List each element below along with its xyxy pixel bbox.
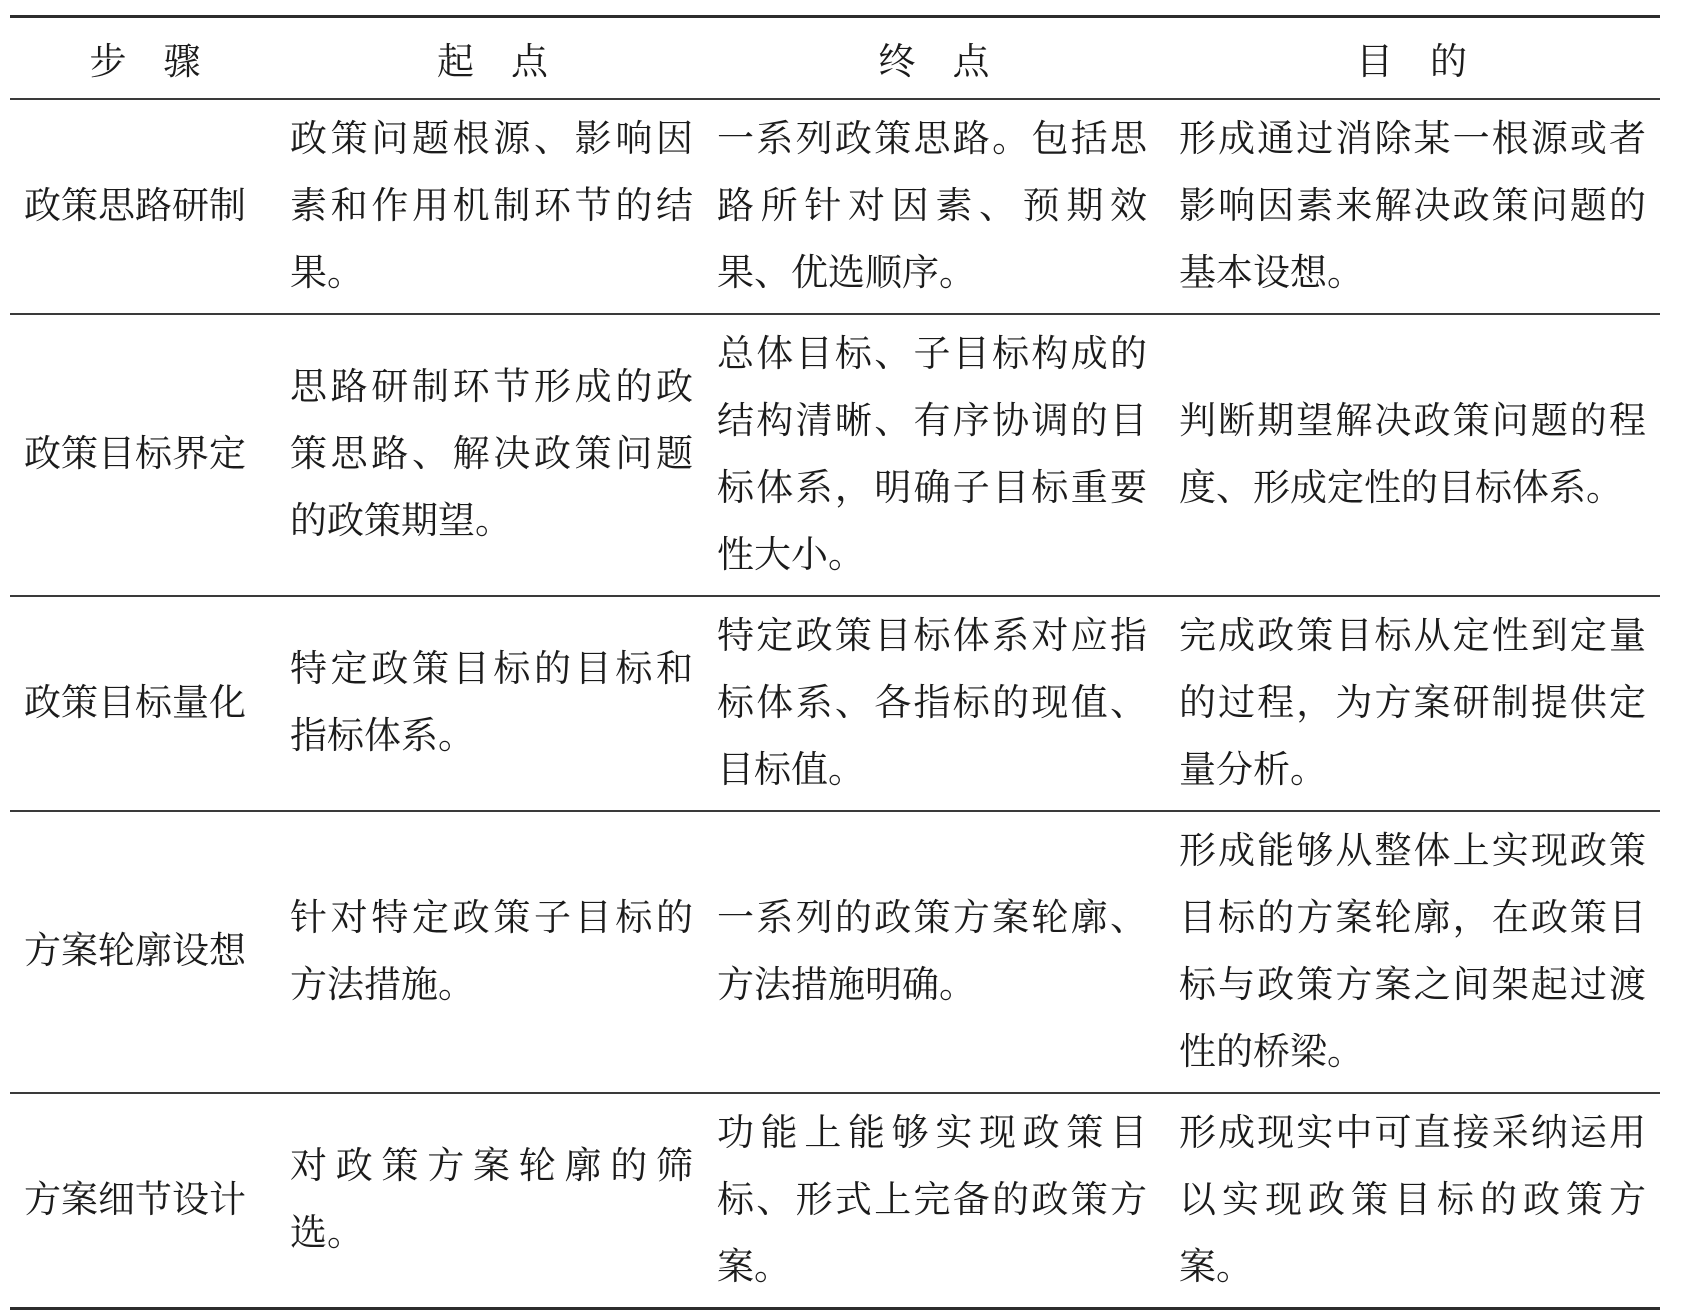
end-point-cell: 一系列政策思路。包括思路所针对因素、预期效果、优选顺序。 <box>705 99 1163 314</box>
start-point-cell: 思路研制环节形成的政策思路、解决政策问题的政策期望。 <box>280 314 705 596</box>
end-point-cell: 总体目标、子目标构成的结构清晰、有序协调的目标体系，明确子目标重要性大小。 <box>705 314 1163 596</box>
purpose-cell: 判断期望解决政策问题的程度、形成定性的目标体系。 <box>1163 314 1660 596</box>
start-point-cell: 对政策方案轮廓的筛选。 <box>290 1146 693 1254</box>
start-point-cell: 政策问题根源、影响因素和作用机制环节的结果。 <box>280 99 705 314</box>
purpose-cell: 形成通过消除某一根源或者影响因素来解决政策问题的基本设想。 <box>1163 99 1660 314</box>
policy-design-steps-table <box>10 15 1660 1310</box>
column-header-step: 步骤 <box>10 17 280 99</box>
end-point-cell: 一系列的政策方案轮廓、方法措施明确。 <box>705 811 1163 1093</box>
end-point-cell: 功能上能够实现政策目标、形式上完备的政策方案。 <box>717 1112 1147 1288</box>
table-row <box>10 1093 1660 1309</box>
step-name-cell: 政策目标界定 <box>10 314 280 596</box>
column-header-purpose: 目的 <box>1163 17 1660 99</box>
table-row <box>10 314 1660 596</box>
table-row <box>10 99 1660 314</box>
column-header-end: 终点 <box>705 17 1163 99</box>
start-point-cell: 特定政策目标的目标和指标体系。 <box>280 596 705 811</box>
start-point-cell: 针对特定政策子目标的方法措施。 <box>280 811 705 1093</box>
table-header-row <box>10 17 1660 99</box>
step-name-cell: 方案细节设计 <box>24 1179 246 1221</box>
purpose-cell: 形成现实中可直接采纳运用以实现政策目标的政策方案。 <box>1179 1112 1646 1288</box>
purpose-cell: 形成能够从整体上实现政策目标的方案轮廓，在政策目标与政策方案之间架起过渡性的桥梁。 <box>1163 811 1660 1093</box>
purpose-cell: 完成政策目标从定性到定量的过程，为方案研制提供定量分析。 <box>1163 596 1660 811</box>
column-header-start: 起点 <box>280 17 705 99</box>
step-name-cell: 政策目标量化 <box>10 596 280 811</box>
step-name-cell: 政策思路研制 <box>10 99 280 314</box>
table-row <box>10 811 1660 1093</box>
step-name-cell: 方案轮廓设想 <box>10 811 280 1093</box>
table-row <box>10 596 1660 811</box>
end-point-cell: 特定政策目标体系对应指标体系、各指标的现值、目标值。 <box>705 596 1163 811</box>
